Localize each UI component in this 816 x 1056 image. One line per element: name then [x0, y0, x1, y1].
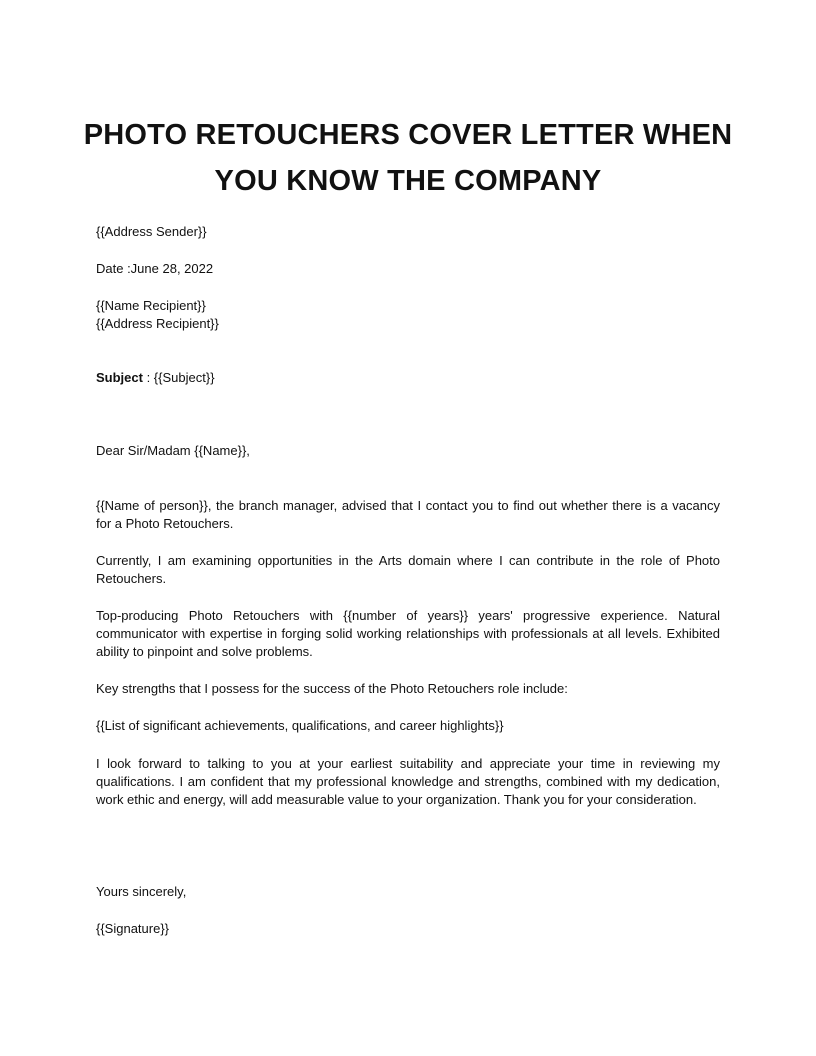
- paragraph-achievements: {{List of significant achievements, qualifications, and career highlights}}: [96, 718, 504, 733]
- subject-label: Subject: [96, 370, 143, 385]
- closing: Yours sincerely,: [96, 884, 187, 899]
- document-title: PHOTO RETOUCHERS COVER LETTER WHEN YOU KNOW THE COMPANY: [83, 119, 733, 197]
- subject-line: [96, 369, 720, 387]
- paragraph-experience: Top-producing Photo Retouchers with {{number of years}} years' progressive experience. Natural communicator with expertise in forging solid working relationships with professionals at all levels. Exhibited ability to pinpoint and solve problems.: [96, 608, 720, 659]
- paragraph-opportunities: Currently, I am examining opportunities in the Arts domain where I can contribute in the role of Photo Retouchers.: [96, 553, 720, 586]
- subject-value: : {{Subject}}: [142, 370, 215, 385]
- recipient-address: {{Address Recipient}}: [96, 316, 219, 331]
- recipient-name: {{Name Recipient}}: [96, 298, 206, 313]
- address-sender: {{Address Sender}}: [96, 224, 207, 239]
- salutation: Dear Sir/Madam {{Name}},: [96, 443, 250, 458]
- paragraph-closing-remarks: I look forward to talking to you at your earliest suitability and appreciate your time in reviewing my qualifications. I am confident that my professional knowledge and strengths, combined with my dedication, work ethic and energy, will add measurable value to your organization. Thank you for your consideration.: [96, 756, 720, 807]
- signature: {{Signature}}: [96, 921, 170, 936]
- paragraph-strengths-intro: Key strengths that I possess for the success of the Photo Retouchers role include:: [96, 681, 568, 696]
- letter-date: Date :June 28, 2022: [96, 261, 214, 276]
- paragraph-referral: {{Name of person}}, the branch manager, advised that I contact you to find out whether there is a vacancy for a Photo Retouchers.: [96, 498, 720, 531]
